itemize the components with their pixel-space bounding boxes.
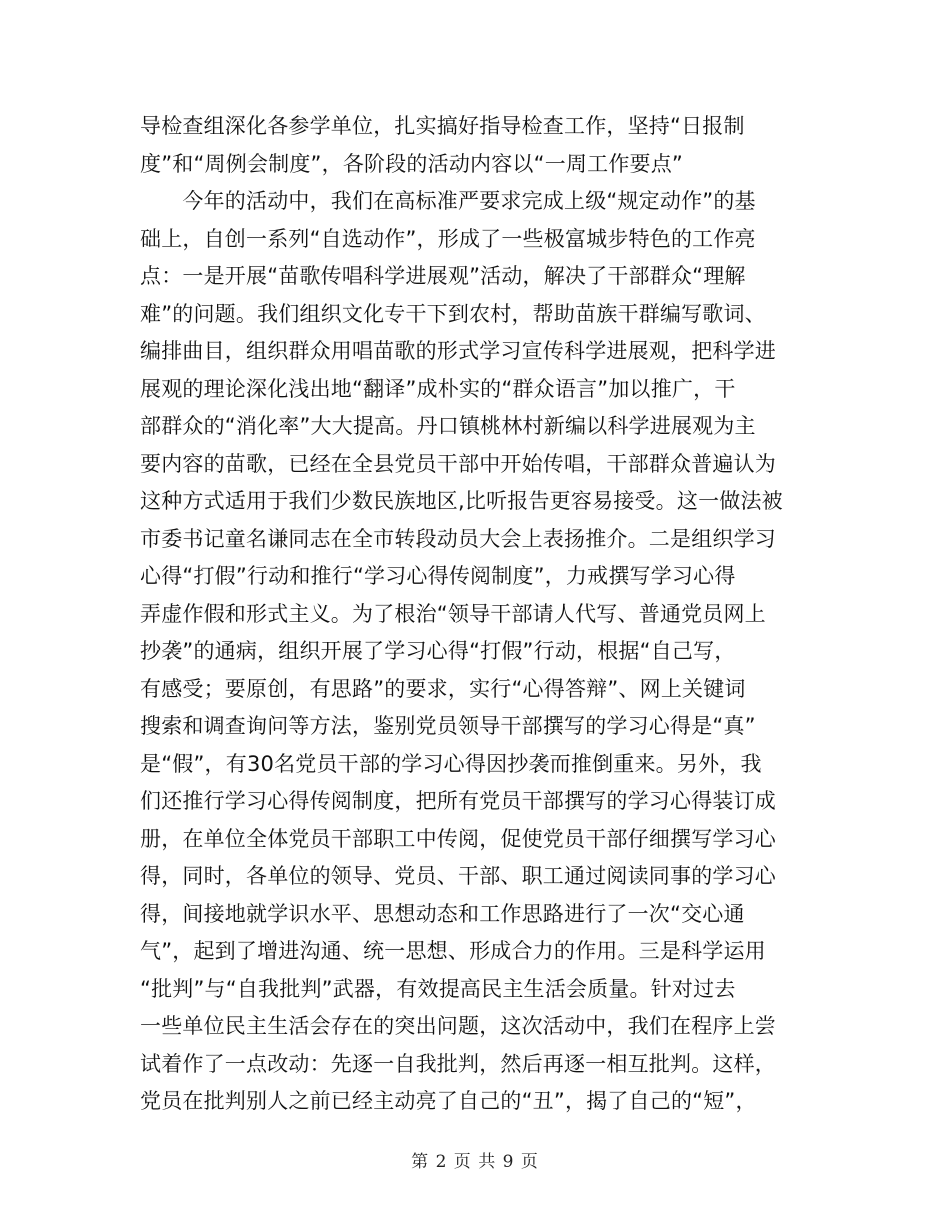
page-number-footer: 第 2 页 共 9 页 (411, 1152, 539, 1172)
body-text (140, 108, 810, 1121)
text-line: 点：一是开展“苗歌传唱科学进展观”活动，解决了干部群众“理解 (140, 264, 746, 288)
text-line: 册，在单位全体党员干部职工中传阅，促使党员干部仔细撰写学习心 (140, 826, 776, 851)
text-line: 导检查组深化各参学单位，扎实搞好指导检查工作，坚持“日报制 (140, 114, 745, 138)
text-line: 心得“打假”行动和推行“学习心得传阅制度”，力戒撰写学习心得 (140, 564, 736, 588)
text-line: 度”和“周例会制度”，各阶段的活动内容以“一周工作要点” (140, 151, 683, 176)
text-line: 试着作了一点改动：先逐一自我批判，然后再逐一相互批判。这样， (140, 1051, 776, 1076)
text-line: 是“假”，有30名党员干部的学习心得因抄袭而推倒重来。另外，我 (140, 751, 762, 776)
text-line: 难”的问题。我们组织文化专干下到农村，帮助苗族干群编写歌词、 (140, 301, 766, 326)
text-line: 们还推行学习心得传阅制度，把所有党员干部撰写的学习心得装订成 (140, 789, 776, 813)
text-line: 这种方式适用于我们少数民族地区,比听报告更容易接受。这一做法被 (140, 489, 783, 513)
text-line: 气”，起到了增进沟通、统一思想、形成合力的作用。三是科学运用 (140, 939, 766, 963)
text-line: 一些单位民主生活会存在的突出问题，这次活动中，我们在程序上尝 (140, 1014, 776, 1038)
text-line: 展观的理论深化浅出地“翻译”成朴实的“群众语言”加以推广，干 (140, 376, 736, 401)
text-line: 抄袭”的通病，组织开展了学习心得“打假”行动，根据“自己写， (140, 639, 736, 663)
text-line: 要内容的苗歌，已经在全县党员干部中开始传唱，干部群众普遍认为 (140, 451, 776, 476)
text-line: 今年的活动中，我们在高标准严要求完成上级“规定动作”的基 (140, 189, 756, 213)
text-line: 得，同时，各单位的领导、党员、干部、职工通过阅读同事的学习心 (140, 864, 776, 888)
text-line: “批判”与“自我批判”武器，有效提高民主生活会质量。针对过去 (140, 976, 736, 1001)
text-line: 编排曲目，组织群众用唱苗歌的形式学习宣传科学进展观，把科学进 (140, 339, 776, 363)
text-line: 有感受；要原创，有思路”的要求，实行“心得答辩”、网上关键词 (140, 676, 746, 701)
text-line: 部群众的“消化率”大大提高。丹口镇桃林村新编以科学进展观为主 (140, 414, 756, 438)
text-line: 搜索和调查询问等方法，鉴别党员领导干部撰写的学习心得是“真” (140, 714, 756, 738)
text-line: 得，间接地就学识水平、思想动态和工作思路进行了一次“交心通 (140, 901, 745, 926)
text-line: 础上，自创一系列“自选动作”，形成了一些极富城步特色的工作亮 (140, 226, 756, 251)
text-line: 市委书记童名谦同志在全市转段动员大会上表扬推介。二是组织学习 (140, 526, 776, 551)
text-line: 弄虚作假和形式主义。为了根治“领导干部请人代写、普通党员网上 (140, 601, 766, 626)
text-line: 党员在批判别人之前已经主动亮了自己的“丑”，揭了自己的“短”， (140, 1089, 757, 1113)
